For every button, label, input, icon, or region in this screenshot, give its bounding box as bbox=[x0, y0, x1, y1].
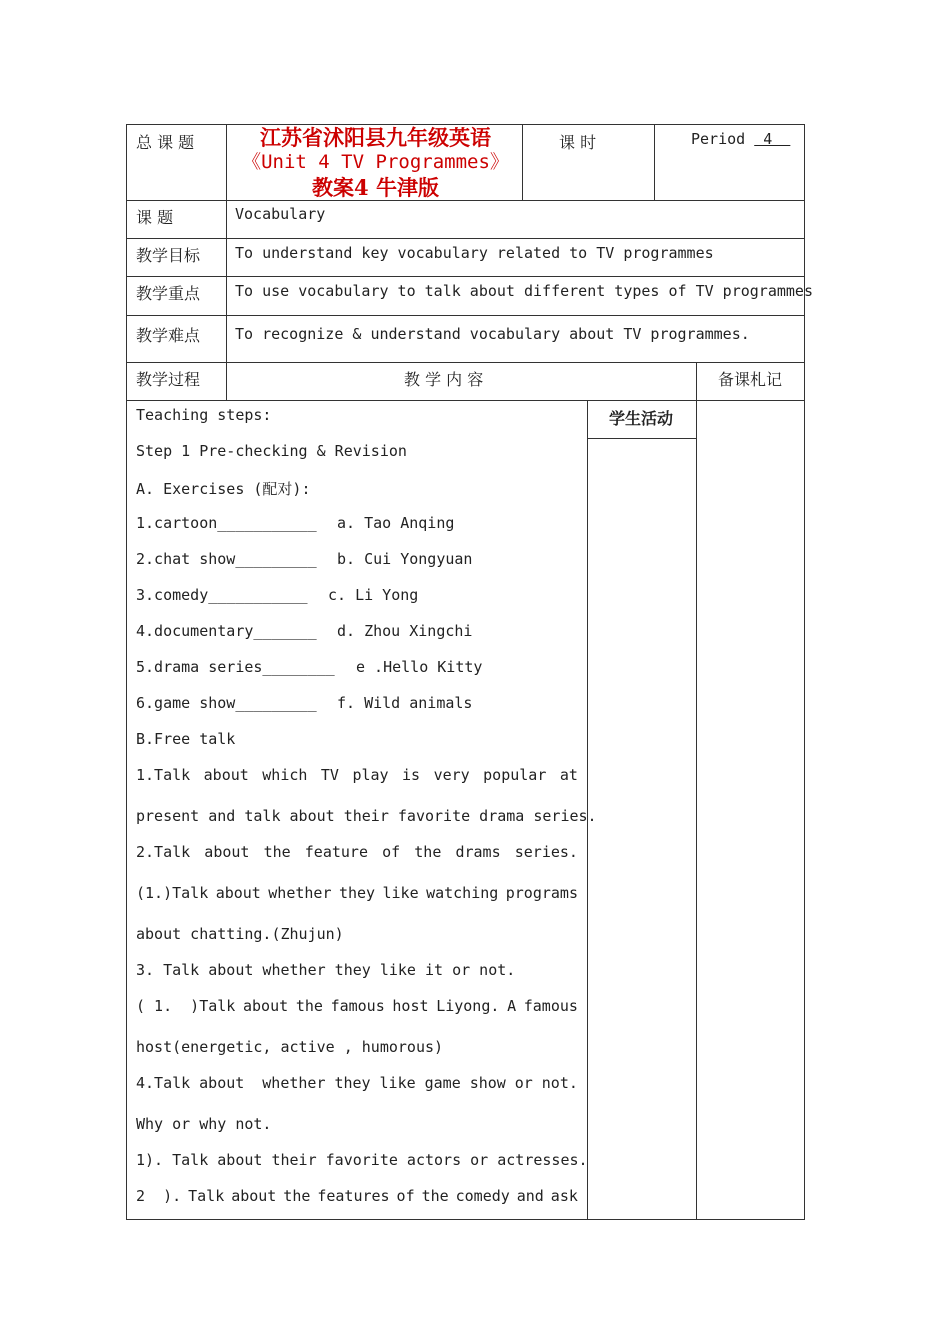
period-label: 课 时 bbox=[559, 133, 597, 152]
match-right: a. Tao Anqing bbox=[337, 514, 455, 532]
word: famous bbox=[330, 997, 385, 1015]
word: is bbox=[402, 766, 421, 784]
item4b-line bbox=[136, 1187, 578, 1205]
match-left: 2.chat show_________ bbox=[136, 550, 317, 568]
row-divider bbox=[587, 438, 696, 439]
item3a-continuation: host(energetic, active , humorous) bbox=[136, 1038, 444, 1056]
item2a-continuation: about chatting.(Zhujun) bbox=[136, 925, 344, 943]
word: or bbox=[514, 1074, 533, 1092]
difficulty-label: 教学难点 bbox=[136, 326, 201, 345]
item1-continuation: present and talk about their favorite drama series. bbox=[136, 807, 597, 825]
word: about bbox=[231, 1187, 277, 1205]
word: the bbox=[414, 843, 442, 861]
word: very bbox=[433, 766, 470, 784]
item1-line bbox=[136, 766, 578, 784]
word: not. bbox=[541, 1074, 578, 1092]
lesson-title bbox=[227, 125, 524, 200]
period-field bbox=[691, 130, 790, 148]
period-text: Period bbox=[691, 130, 746, 148]
word: which bbox=[262, 766, 308, 784]
match-right: f. Wild animals bbox=[337, 694, 473, 712]
row-divider bbox=[127, 200, 804, 201]
word: about bbox=[215, 884, 261, 902]
word: programs bbox=[505, 884, 578, 902]
item4-line bbox=[136, 1074, 578, 1092]
word: whether bbox=[268, 884, 332, 902]
teaching-steps-heading: Teaching steps: bbox=[136, 406, 272, 424]
word: popular bbox=[483, 766, 547, 784]
word: the bbox=[283, 1187, 311, 1205]
word: (1.)Talk bbox=[136, 884, 209, 902]
word: features bbox=[317, 1187, 390, 1205]
word: TV bbox=[320, 766, 339, 784]
word: about bbox=[204, 843, 250, 861]
word: and bbox=[516, 1187, 544, 1205]
word: show bbox=[469, 1074, 506, 1092]
item2a-line bbox=[136, 884, 578, 902]
word: like bbox=[379, 1074, 416, 1092]
column-divider bbox=[696, 362, 697, 1219]
word: they bbox=[334, 1074, 371, 1092]
row-divider bbox=[127, 238, 804, 239]
focus-label: 教学重点 bbox=[136, 284, 201, 303]
topic-label: 课 题 bbox=[136, 208, 174, 227]
item3-line: 3. Talk about whether they like it or not. bbox=[136, 961, 516, 979]
difficulty-value: To recognize & understand vocabulary about TV programmes. bbox=[235, 325, 750, 343]
row-divider bbox=[127, 276, 804, 277]
word: the bbox=[295, 997, 323, 1015]
word: of bbox=[396, 1187, 415, 1205]
item4a-line: 1). Talk about their favorite actors or actresses. bbox=[136, 1151, 588, 1169]
word: comedy bbox=[455, 1187, 510, 1205]
match-left: 4.documentary_______ bbox=[136, 622, 317, 640]
objective-label: 教学目标 bbox=[136, 246, 201, 265]
title-line-1: 江苏省沭阳县九年级英语 bbox=[260, 125, 491, 150]
word: series. bbox=[514, 843, 578, 861]
word: feature bbox=[304, 843, 368, 861]
match-left: 3.comedy___________ bbox=[136, 586, 308, 604]
process-label: 教学过程 bbox=[136, 370, 201, 389]
lesson-plan-table bbox=[126, 124, 813, 1220]
word: play bbox=[352, 766, 389, 784]
word: about bbox=[203, 766, 249, 784]
word: of bbox=[382, 843, 401, 861]
word: game bbox=[424, 1074, 461, 1092]
word: about bbox=[199, 1074, 245, 1092]
word: famous bbox=[523, 997, 578, 1015]
word: the bbox=[263, 843, 291, 861]
step1-heading: Step 1 Pre-checking & Revision bbox=[136, 442, 407, 460]
word: 2.Talk bbox=[136, 843, 191, 861]
word: A bbox=[507, 997, 517, 1015]
word: 1.Talk bbox=[136, 766, 191, 784]
word: like bbox=[382, 884, 419, 902]
match-right: e .Hello Kitty bbox=[356, 658, 483, 676]
word: at bbox=[559, 766, 578, 784]
notes-label: 备课札记 bbox=[718, 370, 783, 389]
focus-value: To use vocabulary to talk about different types of TV programmes bbox=[235, 282, 813, 300]
word: ask bbox=[550, 1187, 578, 1205]
title-line-2: 《Unit 4 TV Programmes》 bbox=[242, 151, 509, 173]
word: drams bbox=[455, 843, 501, 861]
item3a-line bbox=[136, 997, 578, 1015]
match-left: 6.game show_________ bbox=[136, 694, 317, 712]
free-talk-heading: B.Free talk bbox=[136, 730, 236, 748]
item2-line bbox=[136, 843, 578, 861]
word: Talk bbox=[188, 1187, 225, 1205]
content-label: 教 学 内 容 bbox=[404, 370, 484, 389]
period-value: 4 bbox=[754, 130, 791, 148]
word: 2 ). bbox=[136, 1187, 182, 1205]
match-right: d. Zhou Xingchi bbox=[337, 622, 473, 640]
row-divider bbox=[127, 400, 804, 401]
row-divider bbox=[127, 362, 804, 363]
word: ( 1. )Talk bbox=[136, 997, 236, 1015]
column-divider bbox=[654, 125, 655, 201]
topic-value: Vocabulary bbox=[235, 205, 326, 223]
word: the bbox=[421, 1187, 449, 1205]
word: they bbox=[338, 884, 376, 902]
title-line-3: 教案4 牛津版 bbox=[312, 175, 439, 200]
word: host bbox=[392, 997, 429, 1015]
item4-continuation: Why or why not. bbox=[136, 1115, 272, 1133]
word: 4.Talk bbox=[136, 1074, 191, 1092]
exercises-heading: A. Exercises (配对): bbox=[136, 480, 311, 498]
word: watching bbox=[426, 884, 499, 902]
word: Liyong. bbox=[436, 997, 500, 1015]
row-divider bbox=[127, 315, 804, 316]
student-activity-label: 学生活动 bbox=[609, 409, 674, 428]
match-left: 1.cartoon___________ bbox=[136, 514, 317, 532]
word: whether bbox=[253, 1074, 326, 1092]
match-left: 5.drama series________ bbox=[136, 658, 335, 676]
total-topic-label: 总 课 题 bbox=[136, 133, 195, 152]
word: about bbox=[243, 997, 289, 1015]
objective-value: To understand key vocabulary related to TV programmes bbox=[235, 244, 714, 262]
match-right: b. Cui Yongyuan bbox=[337, 550, 473, 568]
match-right: c. Li Yong bbox=[328, 586, 419, 604]
